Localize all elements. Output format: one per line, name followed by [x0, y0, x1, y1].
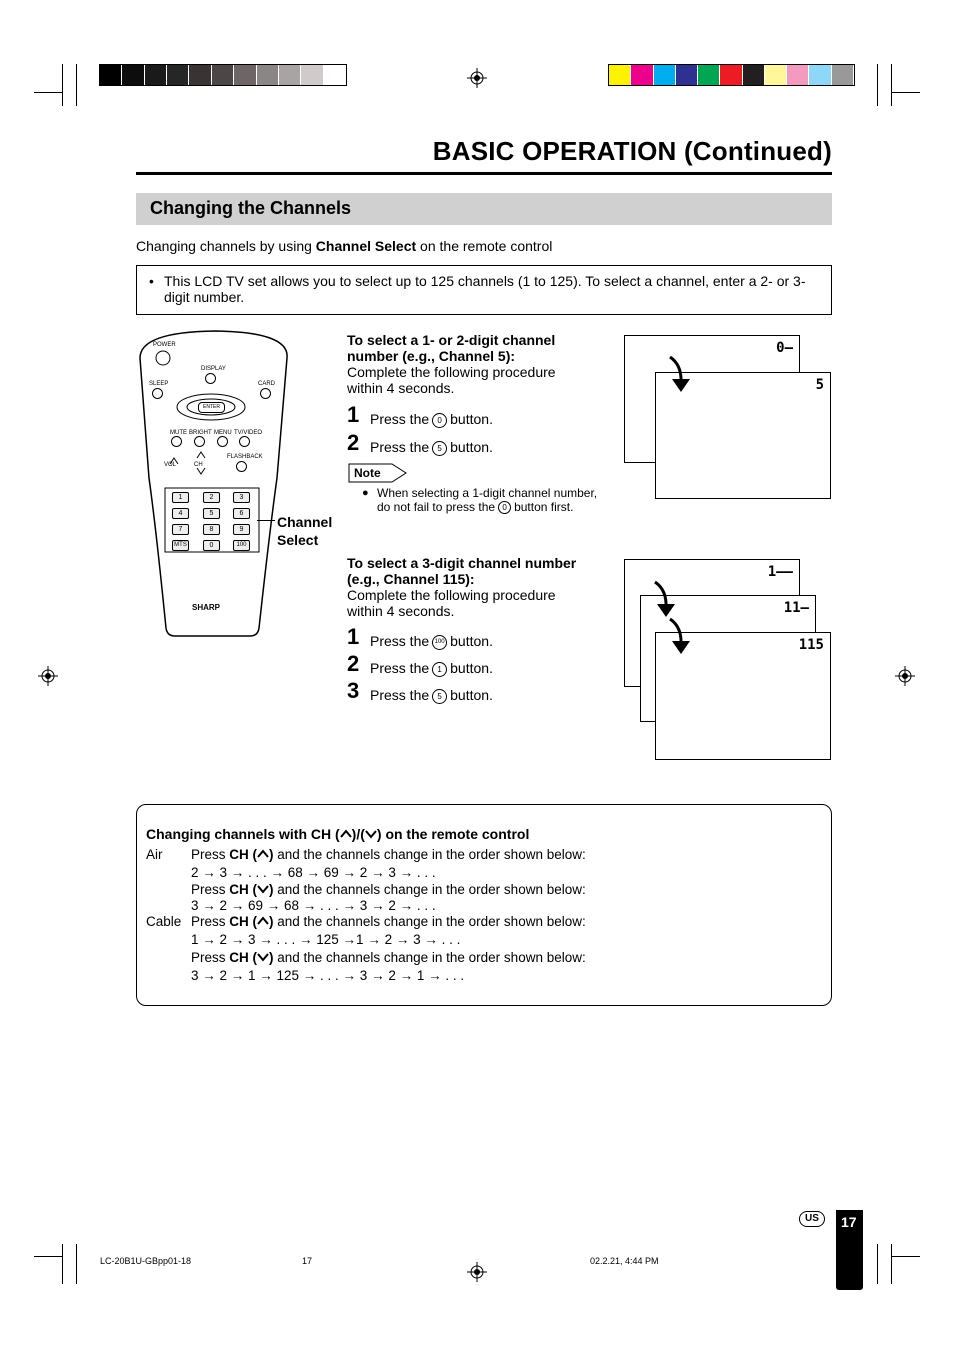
color-swatch	[676, 65, 697, 85]
note-line-1: When selecting a 1-digit channel number,	[377, 486, 598, 500]
step-prefix: Press the	[370, 660, 430, 676]
color-swatch	[167, 65, 188, 85]
enter-button[interactable]: ENTER	[198, 402, 225, 413]
display-label: DISPLAY	[201, 366, 226, 372]
step-number: 3	[347, 678, 360, 703]
close-paren: )	[269, 882, 274, 897]
footer-file: LC-20B1U-GBpp01-18	[100, 1256, 192, 1266]
card-label: CARD	[258, 381, 276, 387]
channel-select-label-line1: Channel	[277, 514, 333, 530]
crop-mark	[891, 1244, 892, 1284]
key-glyph-icon: 1	[432, 662, 447, 677]
sleep-label: SLEEP	[149, 381, 169, 387]
chevron-down-icon	[257, 952, 269, 962]
step-suffix: button.	[450, 439, 493, 455]
channel-select-label-line2: Select	[277, 532, 319, 548]
color-swatch	[257, 65, 278, 85]
step-suffix: button.	[450, 687, 493, 703]
three-digit-heading-2: (e.g., Channel 115):	[347, 571, 475, 587]
crop-mark	[76, 64, 77, 106]
osd-display: 1––	[767, 564, 793, 580]
color-swatch	[787, 65, 808, 85]
color-swatch	[631, 65, 652, 85]
flashback-label: FLASHBACK	[227, 454, 263, 460]
color-swatch	[301, 65, 322, 85]
press-line	[191, 914, 586, 929]
key-glyph-icon: 5	[432, 689, 447, 704]
step-text	[370, 660, 493, 677]
key-2[interactable]: 2	[203, 492, 220, 503]
color-swatch	[100, 65, 121, 85]
color-swatch	[234, 65, 255, 85]
intro-prefix: Changing channels by using	[136, 238, 316, 254]
registration-mark-icon	[895, 666, 915, 686]
color-swatch	[720, 65, 741, 85]
display-button[interactable]	[205, 373, 216, 384]
color-swatch	[809, 65, 830, 85]
curved-arrow-icon	[666, 617, 696, 657]
remote-control	[130, 328, 300, 640]
osd-display: 5	[815, 377, 824, 393]
step-prefix: Press the	[370, 633, 430, 649]
three-digit-instructions	[347, 555, 576, 619]
step-text	[370, 633, 493, 650]
mute-label: MUTE	[170, 430, 187, 436]
gray-calibration-strip	[99, 64, 347, 86]
step-suffix: button.	[450, 660, 493, 676]
color-swatch	[654, 65, 675, 85]
ch-word: CH (	[229, 847, 258, 862]
key-1[interactable]: 1	[172, 492, 189, 503]
curved-arrow-icon	[651, 580, 681, 620]
intro-text	[136, 238, 552, 254]
info-bullet: •	[149, 273, 154, 289]
two-digit-heading-2: number (e.g., Channel 5):	[347, 348, 516, 364]
ch-updown-heading	[146, 826, 529, 842]
step-prefix: Press the	[370, 687, 430, 703]
key-glyph-icon: 0	[498, 501, 511, 514]
key-3[interactable]: 3	[233, 492, 250, 503]
change-text: and the channels change in the order shown below:	[273, 950, 586, 965]
info-box	[136, 265, 832, 315]
crop-mark	[877, 64, 878, 106]
registration-mark-icon	[467, 1262, 487, 1282]
press-word: Press	[191, 847, 230, 862]
step-suffix: button.	[450, 411, 493, 427]
region-badge: US	[799, 1211, 825, 1227]
key-4[interactable]: 4	[172, 508, 189, 519]
curved-arrow-icon	[666, 355, 696, 395]
power-label: POWER	[153, 342, 176, 348]
color-swatch	[324, 65, 345, 85]
step-number: 2	[347, 651, 360, 676]
change-text: and the channels change in the order shown below:	[273, 882, 586, 897]
crop-mark	[34, 92, 62, 93]
key-glyph-icon: 100	[432, 635, 447, 650]
color-swatch	[698, 65, 719, 85]
color-calibration-strip	[608, 64, 855, 86]
brand-logo: SHARP	[192, 603, 221, 612]
key-6[interactable]: 6	[233, 508, 250, 519]
two-digit-instructions	[347, 332, 556, 396]
close-paren: )	[269, 950, 274, 965]
channel-select-label	[277, 513, 332, 549]
sleep-button[interactable]	[152, 388, 163, 399]
cable-down-sequence: 3 → 2 → 1 → 125 → . . . → 3 → 2 → 1 → . . .	[191, 968, 465, 983]
key-8[interactable]: 8	[203, 524, 220, 535]
intro-bold: Channel Select	[315, 238, 417, 254]
step-text	[370, 411, 493, 428]
two-digit-desc-2: within 4 seconds.	[347, 380, 455, 396]
crop-mark	[891, 64, 892, 106]
step-text	[370, 439, 493, 456]
page-number: 17	[841, 1214, 857, 1230]
intro-suffix: on the remote control	[416, 238, 553, 254]
crop-mark	[34, 1256, 62, 1257]
title-rule	[136, 172, 832, 175]
key-glyph-icon: 5	[432, 441, 447, 456]
cable-label: Cable	[146, 914, 182, 929]
step-number: 1	[347, 624, 360, 649]
key-9[interactable]: 9	[233, 524, 250, 535]
bright-button[interactable]	[194, 436, 205, 447]
key-100[interactable]: 100	[233, 540, 250, 551]
channel-select-pointer	[257, 520, 275, 521]
close-paren: )	[269, 914, 274, 929]
cable-up-sequence: 1 → 2 → 3 → . . . → 125 →1 → 2 → 3 → . . .	[191, 932, 461, 947]
press-word: Press	[191, 950, 230, 965]
chevron-down-icon	[365, 829, 377, 839]
info-text: This LCD TV set allows you to select up to 125 channels (1 to 125). To select a channel, enter a 2- or 3-digit number.	[164, 273, 806, 305]
note-line-2-prefix: do not fail to press the	[377, 500, 496, 514]
air-label: Air	[146, 847, 163, 862]
chevron-up-icon	[257, 916, 269, 926]
menu-label: MENU	[214, 430, 232, 436]
mute-button[interactable]	[171, 436, 182, 447]
key-glyph-icon: 0	[432, 413, 447, 428]
tvvideo-button[interactable]	[239, 436, 250, 447]
osd-display: 11–	[783, 600, 809, 616]
registration-mark-icon	[467, 68, 487, 88]
three-digit-desc-2: within 4 seconds.	[347, 603, 455, 619]
color-swatch	[145, 65, 166, 85]
key-mts[interactable]: MTS	[172, 540, 189, 551]
footer-date: 02.2.21, 4:44 PM	[590, 1256, 659, 1266]
ch-label: CH	[194, 462, 203, 468]
note-text	[377, 486, 597, 514]
flashback-button[interactable]	[236, 461, 247, 472]
ch-word: CH (	[229, 950, 258, 965]
press-word: Press	[191, 882, 230, 897]
chevron-down-icon	[257, 884, 269, 894]
color-swatch	[765, 65, 786, 85]
bright-label: BRIGHT	[189, 430, 212, 436]
press-line	[191, 847, 586, 862]
press-line	[191, 882, 586, 897]
color-swatch	[279, 65, 300, 85]
crop-mark	[892, 92, 920, 93]
press-line	[191, 950, 586, 965]
close-paren: )	[269, 847, 274, 862]
crop-mark	[76, 1244, 77, 1284]
change-text: and the channels change in the order shown below:	[273, 914, 586, 929]
step-suffix: button.	[450, 633, 493, 649]
section-title: Changing the Channels	[150, 198, 352, 218]
step-prefix: Press the	[370, 411, 430, 427]
heading-part: ) on the remote control	[376, 826, 530, 842]
change-text: and the channels change in the order shown below:	[273, 847, 586, 862]
three-digit-desc-1: Complete the following procedure	[347, 587, 556, 603]
menu-button[interactable]	[217, 436, 228, 447]
vol-label: VOL	[164, 462, 177, 468]
section-header	[136, 193, 832, 225]
step-number: 2	[347, 430, 360, 455]
registration-mark-icon	[38, 666, 58, 686]
ch-word: CH (	[229, 914, 258, 929]
step-text	[370, 687, 493, 704]
key-7[interactable]: 7	[172, 524, 189, 535]
note-label: Note	[354, 466, 381, 480]
note-bullet: ●	[362, 487, 369, 499]
osd-display: 115	[798, 637, 824, 653]
crop-mark	[877, 1244, 878, 1284]
color-swatch	[212, 65, 233, 85]
step-prefix: Press the	[370, 439, 430, 455]
crop-mark	[892, 1256, 920, 1257]
page-title: BASIC OPERATION (Continued)	[432, 136, 832, 166]
color-swatch	[743, 65, 764, 85]
chevron-up-icon	[340, 829, 352, 839]
two-digit-desc-1: Complete the following procedure	[347, 364, 556, 380]
osd-display: 0–	[776, 340, 793, 356]
crop-mark	[62, 1244, 63, 1284]
key-5[interactable]: 5	[203, 508, 220, 519]
footer-file-page: 17	[302, 1256, 313, 1266]
color-swatch	[189, 65, 210, 85]
ch-word: CH (	[229, 882, 258, 897]
crop-mark	[62, 64, 63, 106]
note-line-2-suffix: button first.	[514, 500, 574, 514]
tvvideo-label: TV/VIDEO	[234, 430, 263, 436]
heading-part: Changing channels with CH (	[146, 826, 340, 842]
air-up-sequence: 2 → 3 → . . . → 68 → 69 → 2 → 3 → . . .	[191, 865, 436, 880]
color-swatch	[832, 65, 853, 85]
air-down-sequence: 3 → 2 → 69 → 68 → . . . → 3 → 2 → . . .	[191, 898, 436, 913]
three-digit-heading-1: To select a 3-digit channel number	[347, 555, 577, 571]
heading-part: )/(	[351, 826, 365, 842]
color-swatch	[609, 65, 630, 85]
page-number-tab	[836, 1210, 863, 1290]
color-swatch	[122, 65, 143, 85]
chevron-up-icon	[257, 849, 269, 859]
card-button[interactable]	[260, 388, 271, 399]
step-number: 1	[347, 402, 360, 427]
two-digit-heading-1: To select a 1- or 2-digit channel	[347, 332, 556, 348]
press-word: Press	[191, 914, 230, 929]
key-0[interactable]: 0	[203, 540, 220, 551]
